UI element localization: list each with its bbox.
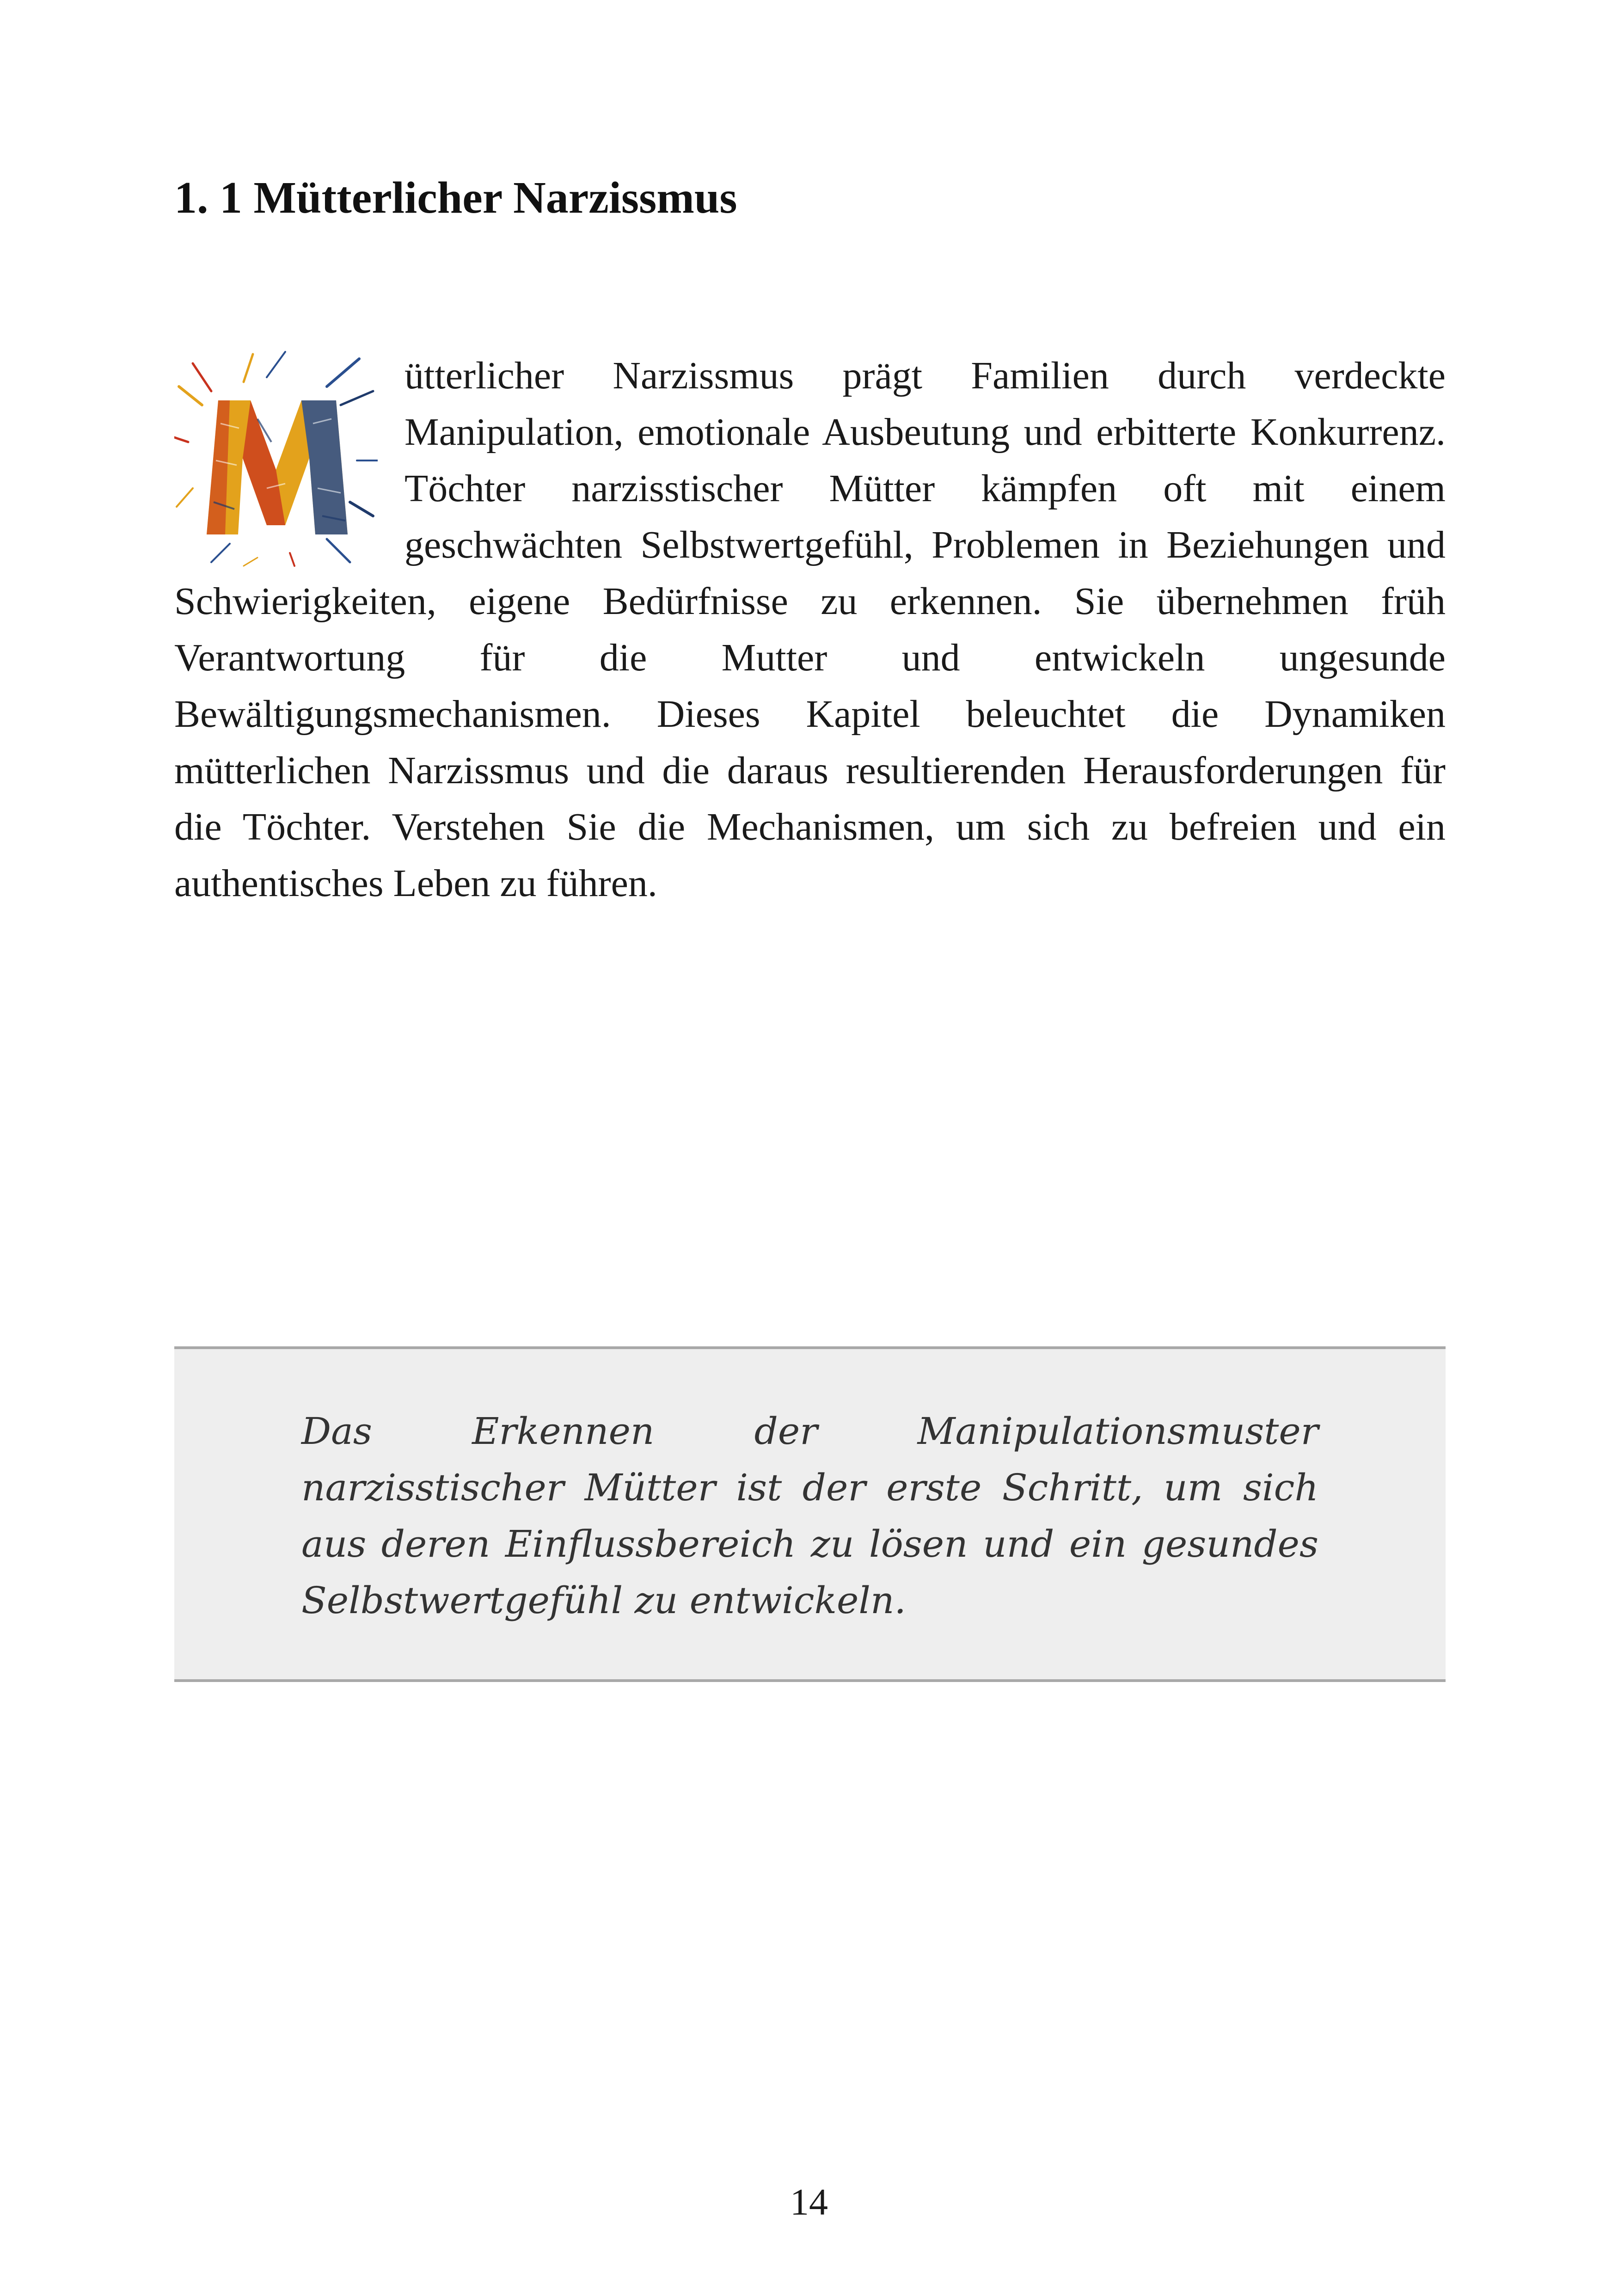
section-title: 1. 1 Mütterlicher Narzissmus	[174, 173, 737, 223]
page-number: 14	[790, 2181, 828, 2223]
callout-text: Das Erkennen der Manipulationsmuster narzisstischer Mütter ist der erste Schritt, um sich aus deren Einflussbereich zu lösen und ein gesundes Selbstwertgefühl zu entwickeln.	[301, 1410, 1318, 1622]
intro-text: ütterlicher Narzissmus prägt Familien durch verdeckte Manipulation, emotionale Ausbeutung und erbitterte Konkurrenz. Töchter narzisstischer Mütter kämpfen oft mit einem geschwächten Selbstwertgefühl, Problemen in Beziehungen und Schwierigkeiten, eigene Bedürfnisse zu erkennen. Sie übernehmen früh Verantwortung für die Mutter und entwickeln ungesunde Bewältigungsmechanismen. Dieses Kapitel beleuchtet die Dynamiken mütterlichen Narzissmus und die daraus resultierenden Herausforderungen für die Töchter. Verstehen Sie die Mechanismen, um sich zu befreien und ein authentisches Leben zu führen.	[174, 354, 1446, 905]
drop-cap-m-logo	[174, 350, 378, 567]
intro-paragraph	[174, 348, 1446, 912]
callout-box	[174, 1346, 1446, 1682]
